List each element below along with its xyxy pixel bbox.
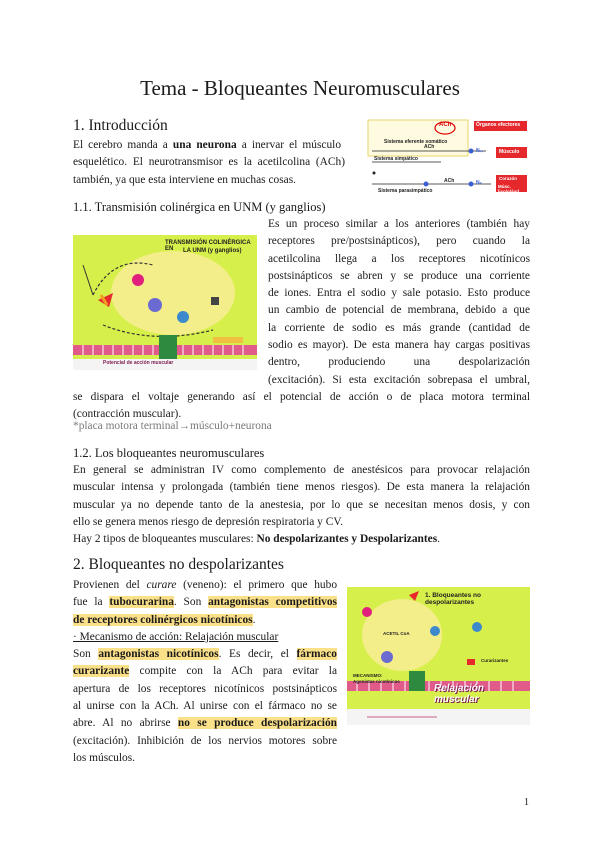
section-1-1-paragraph [268,216,530,389]
figure2-mech-line2: Agonistas nicotínicos [353,679,400,684]
figure1-footer: Potencial de acción muscular [103,360,174,366]
diagram1-sympathetic: Sistema simpático [374,156,418,162]
diagram1-ach2: ACh [424,144,435,150]
intro-paragraph: El cerebro manda a una neurona a inervar el músculo esquelético. El neurotransmisor es la acetilcolina (ACh) también, ya que esta interviene en muchas cosas. [73,139,345,186]
s11-line: la corriente de sodio es más grande (cantidad de [268,321,530,334]
diagram1-nn: Nₙ [476,180,482,186]
page-title: Tema - Bloqueantes Neuromusculares [140,76,460,100]
s11-line: sodio es mayor). De esta manera hay cargas positivas [268,339,530,352]
diagram1-cardio: Corazón [499,176,517,181]
section-heading-1-2: 1.2. Los bloqueantes neuromusculares [73,446,265,460]
figure2-title: 1. Bloqueantes no despolarizantes [425,592,481,606]
diagram1-nm: Nₘ [476,148,483,154]
diagram1-parasympathetic: Sistema parasimpático [378,188,433,194]
figure2-curarizantes: Curarizantes [481,658,509,663]
non-depolarizing-blocker-figure [347,587,530,725]
s11-line: receptores pre/postsinápticos), pero cuando la [268,235,530,248]
s11-line: Es un proceso similar a los anteriores (también hay [268,218,530,230]
figure1-title-line2: LA UNM (y ganglios) [183,248,242,254]
figure2-mech-line1: MECANISMO: [353,673,383,678]
figure2-relax-banner: Relajación muscular [434,683,485,705]
ach-systems-diagram [366,118,529,198]
section-heading-2: 2. Bloqueantes no despolarizantes [73,556,284,573]
s11-line: un cambio de potencial de membrana, debido a que [268,304,530,317]
nmj-figure-svg [73,235,257,370]
diagram1-ach: ACh [439,122,452,128]
section-heading-1-1: 1.1. Transmisión colinérgica en UNM (y ganglios) [73,200,326,214]
s11-line: (excitación). Si esta excitación sobrepasa el umbral, [268,373,530,386]
section-heading-intro: 1. Introducción [73,117,168,134]
diagram1-muscle: Músculo [499,149,520,155]
nmj-transmission-figure [73,235,257,370]
s11-line: dentro, produciendo una despolarización [268,356,530,369]
diagram1-effector: Órganos efectores [476,122,521,128]
section-1-2-paragraph: En general se administran IV como complemento de anestésicos para provocar relajación muscular intensa y prolongada (también tiene menos riesgos). De esta manera la relajación muscular ya no depende tanto de la anestesia, por lo que se necesitan menos dosis, y con ello se genera menos riesgo de depresión respiratoria y CV. Hay 2 tipos de bloqueantes musculares: No despolarizantes y Despolarizantes. [73,464,530,546]
section-1-1-full-width: se dispara el voltaje generando así el potencial de acción o de placa motora terminal (contracción muscular). [73,391,530,421]
page-number: 1 [524,797,529,808]
diagram1-smooth: Músc. liso/glánd. [498,184,521,194]
s11-line: acetilcolina llega a los receptores nicotínicos [268,252,530,265]
diagram1-ach3: ACh [444,178,455,184]
s11-line: de iones. Entra el sodio y sale potasio. Esto produce [268,287,530,300]
section-2-paragraph: Provienen del curare (veneno): el primero que hubo fue la tubocurarina. Son antagonistas competitivos de receptores colinérgicos nicotínicos. · Mecanismo de acción: Relajación muscular Son antagonistas nicotínicos. Es decir, el fármaco curarizante compite con la ACh para evitar la apertura de los receptores nicotínicos postsinápticos al unirse con la ACh. Al unirse con el fármaco no se abre. Al no abrirse no se produce despolarización (excitación). Inhibición de los nervios motores sobre los músculos. [73,579,338,764]
diagram1-somatic: Sistema eferente somático [384,139,448,145]
s11-note: *placa motora terminal→músculo+neurona [73,420,272,432]
s11-line: postsinápticos se abren y se produce una corriente [268,269,530,282]
figure1-title-line1: TRANSMISIÓN COLINÉRGICA EN [165,240,251,252]
figure2-label1: ACETIL CoA [383,631,410,636]
